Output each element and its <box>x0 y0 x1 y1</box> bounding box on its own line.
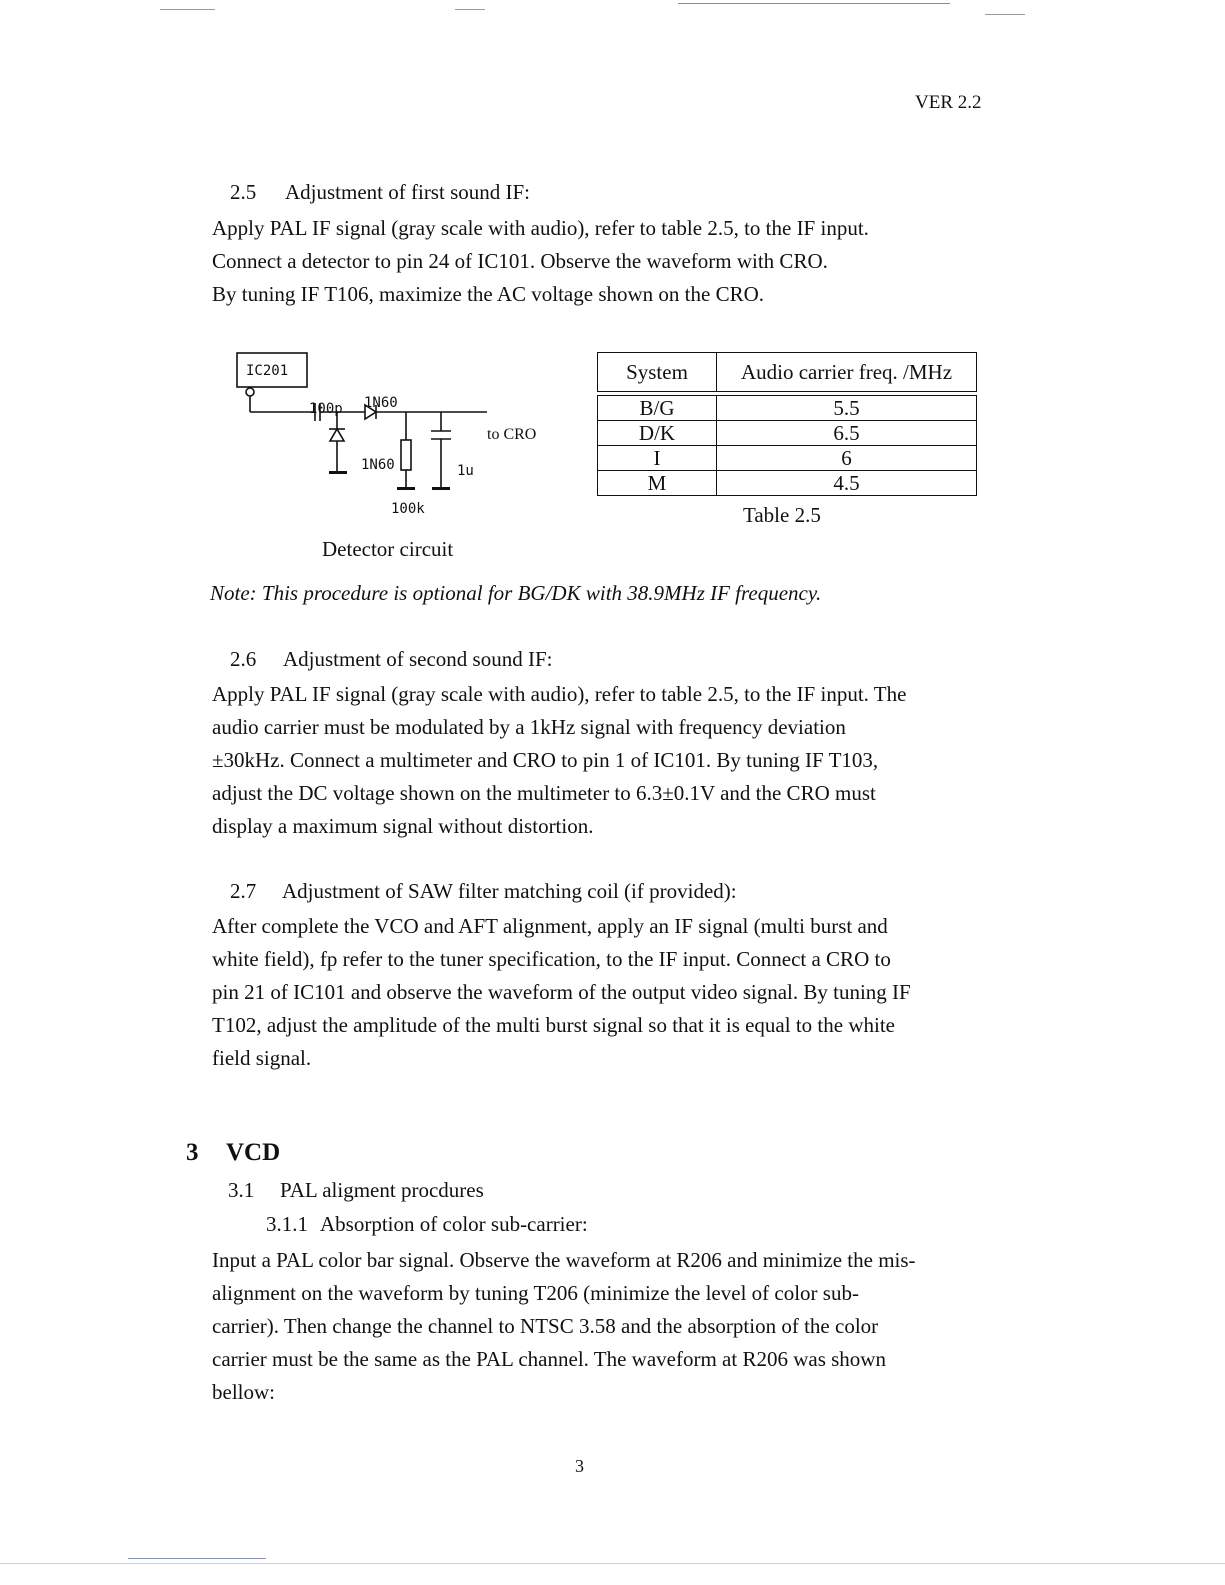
scan-artifact-top-3 <box>455 9 485 10</box>
detector-circuit-diagram <box>225 345 555 525</box>
table-row <box>598 421 977 446</box>
page-number: 3 <box>575 1456 584 1476</box>
section-2-5-heading <box>230 177 530 207</box>
resistor-label: 100k <box>391 501 425 517</box>
section-2-7-heading <box>230 876 737 906</box>
section-number: 3 <box>186 1139 199 1166</box>
version-label: VER 2.2 <box>915 92 982 113</box>
table-row <box>598 471 977 496</box>
scan-artifact-top-1 <box>678 3 950 4</box>
resistor-symbol <box>401 440 411 470</box>
note-text: Note: This procedure is optional for BG/DK with 38.9MHz IF frequency. <box>210 581 822 605</box>
body-line: Input a PAL color bar signal. Observe the waveform at R206 and minimize the mis- <box>212 1248 916 1272</box>
audio-carrier-table <box>597 352 977 496</box>
body-line: pin 21 of IC101 and observe the waveform of the output video signal. By tuning IF <box>212 980 911 1004</box>
table-cell-freq: 4.5 <box>717 471 977 496</box>
ic-pin <box>246 388 254 396</box>
body-line: bellow: <box>212 1380 275 1404</box>
section-2-6-body <box>212 678 982 843</box>
table-header-freq: Audio carrier freq. /MHz <box>717 353 977 392</box>
output-label: to CRO <box>487 426 537 443</box>
body-line: white field), fp refer to the tuner specification, to the IF input. Connect a CRO to <box>212 947 891 971</box>
section-title: Adjustment of SAW filter matching coil (if provided): <box>282 879 737 903</box>
body-line: display a maximum signal without distortion. <box>212 814 594 838</box>
subsection-3-1-1-heading <box>266 1209 588 1239</box>
section-title: VCD <box>226 1139 281 1166</box>
section-number: 2.5 <box>230 180 257 204</box>
body-line: adjust the DC voltage shown on the multimeter to 6.3±0.1V and the CRO must <box>212 781 876 805</box>
subsection-title: Absorption of color sub-carrier: <box>320 1212 588 1236</box>
scan-artifact-top-2 <box>160 9 215 10</box>
table-row <box>598 446 977 471</box>
body-line: audio carrier must be modulated by a 1kHz signal with frequency deviation <box>212 715 846 739</box>
ground-symbol <box>329 471 347 474</box>
section-3-heading <box>186 1138 280 1168</box>
body-line: By tuning IF T106, maximize the AC voltage shown on the CRO. <box>212 282 764 306</box>
table-cell-system: M <box>598 471 717 496</box>
table-cell-freq: 6.5 <box>717 421 977 446</box>
ground-symbol <box>432 487 450 490</box>
diode-top-label: 1N60 <box>364 395 398 411</box>
ic-label: IC201 <box>246 363 289 379</box>
body-line: alignment on the waveform by tuning T206 (minimize the level of color sub- <box>212 1281 859 1305</box>
body-line: carrier). Then change the channel to NTSC 3.58 and the absorption of the color <box>212 1314 879 1338</box>
table-cell-freq: 5.5 <box>717 396 977 421</box>
detector-caption: Detector circuit <box>322 537 454 561</box>
section-title: Adjustment of second sound IF: <box>283 647 553 671</box>
diode-bottom-symbol <box>330 429 344 441</box>
cap2-label: 1u <box>457 463 474 479</box>
diode-bottom-label: 1N60 <box>361 457 395 473</box>
table-caption: Table 2.5 <box>743 503 821 527</box>
ground-symbol <box>397 487 415 490</box>
section-2-5-body <box>212 212 982 311</box>
body-line: Apply PAL IF signal (gray scale with audio), refer to table 2.5, to the IF input. <box>212 216 869 240</box>
subsection-number: 3.1.1 <box>266 1212 308 1236</box>
scan-artifact-bottom-2 <box>0 1563 1225 1564</box>
subsection-number: 3.1 <box>228 1178 255 1202</box>
cap-label: 100p <box>309 401 343 417</box>
body-line: After complete the VCO and AFT alignment, apply an IF signal (multi burst and <box>212 914 888 938</box>
body-line: ±30kHz. Connect a multimeter and CRO to pin 1 of IC101. By tuning IF T103, <box>212 748 879 772</box>
table-header-system: System <box>598 353 717 392</box>
section-3-body <box>212 1244 982 1409</box>
section-2-6-heading <box>230 644 552 674</box>
table-cell-system: D/K <box>598 421 717 446</box>
table-cell-freq: 6 <box>717 446 977 471</box>
body-line: Apply PAL IF signal (gray scale with audio), refer to table 2.5, to the IF input. The <box>212 682 907 706</box>
body-line: field signal. <box>212 1046 312 1070</box>
table-cell-system: B/G <box>598 396 717 421</box>
section-title: Adjustment of first sound IF: <box>285 180 530 204</box>
subsection-3-1-heading <box>228 1175 484 1205</box>
scan-artifact-top-4 <box>985 14 1025 15</box>
section-number: 2.6 <box>230 647 257 671</box>
section-number: 2.7 <box>230 879 257 903</box>
scan-artifact-bottom-1 <box>128 1558 266 1559</box>
body-line: carrier must be the same as the PAL channel. The waveform at R206 was shown <box>212 1347 886 1371</box>
body-line: Connect a detector to pin 24 of IC101. Observe the waveform with CRO. <box>212 249 828 273</box>
subsection-title: PAL aligment procdures <box>280 1178 484 1202</box>
table-cell-system: I <box>598 446 717 471</box>
table-row <box>598 396 977 421</box>
body-line: T102, adjust the amplitude of the multi burst signal so that it is equal to the white <box>212 1013 895 1037</box>
section-2-7-body <box>212 910 982 1075</box>
